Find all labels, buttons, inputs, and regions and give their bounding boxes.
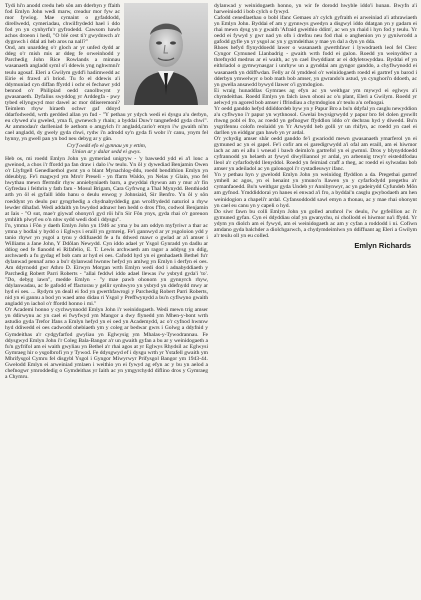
paragraph: Heb os, mi roedd Emlyn John yn gymeriad unigryw - 'y bawsedd ydd ei a'l lonc a gweinod, a chos i'r ffordd pa fan draw i dalo i'w teulu. Yn ôl y dywediad Benjamin Owen o'r Llyfrgell Genedlaethol gwnt yn o blant Mynachlog-ddu, roedd bendithion Emlyn yn ddeublyg. Fe'i magwyd ym Mro'r Preseli - yn ffarm Waldo, yn Nelas y Glain, yno fel hwythau mewn ffermdir rhyw anniebyniaeth barn, a gwyddai rhywun am y mur a'r fin Gyfredau i feithrin y fath farn - Mosul Brigam, Cara Gyfrwng a Thal Mynydd. Benthiodd arth yn ôl ei gyfaill iddo hanu o deulu enwog y Johnsiaid, Sir Benfro. Yn ôl y sôn roeddynt yn deulu pur gyngrhedig a chydnabyddedig gan wrolfrydedd naturiol a rhyw lewder dihafad. Wedi addaith yn bwydod adnawr hen hedd o dros f'fro, codwol Benjamin at Iais - "O sut, mae'r giywaf ohonyn'i gyd rôi hi'n Sir Fôn ynys, gyda rhai o'r goreuon ymhlith plwyf eu o'n nhw sydd wedi dod i ddysgu". [5,156,208,223]
paragraph: dylanwad y weinidogaeth honno, yn wir fe dorodd hwyble iddo'i hunan. Bwyfn a'i harweiniodd i bob cylch o fywyd. [214,3,417,16]
right-column [214,3,417,589]
portrait-image [124,3,208,105]
verse-line: Union ar y dalar sedd ei gwys. [72,149,141,156]
portrait-photo [124,3,208,105]
article-columns [5,3,417,589]
paragraph: Tydi hi'n anodd credu heb sôn am dderbyn y ffaith fod Emlyn John wedi marw, creadur mor fyw ac mor fywiog. Mae cymaint o gyfaddodd, direllwedd, cymeriadau, chwilfrydedd hael i ddo fod yn yn cynhyrfu'r gyfrodedd. Cawsom hawb achos droeon i hedl, "O blé cest ti'r gwydnwch a'r dygnwch i ddal ati heb aros na nall?" [5,3,120,46]
paragraph: Cafodd cenedlaethau o bobl ifanc Gemaes a'r cylch gyfraith ei arweiniad a'i athrawiaeth yn Emlyn John. Byddai ef am y gynnwys gwedyn a disgwyl iddo ddatgan yn y gadarn ei rhai mewn dysg yn y gwaith 'Afraid gweithio ddim', ac wn yn rhaid i hyn fod y teulu. Yr oedd ei fywyd y gwr nad yn ofn i drefnu neu fod rhai o anghenion yn y gyniwrodd a gafodd gyfle yn yr ysgol ac yn y gymdeithas y mae yn dal a dyn yn dda. [214,15,417,46]
verse-quote [5,143,208,155]
paragraph: Yn y pethau hyn y gwelodd Emlyn John yn weinidog ffyddlon a da. Pregethai gartref ymhell ac agos, yn ei henaint yn ymuno'n llawen yn y cyfarfodydd pregethu a'r cymanfaoedd. Bu'n weithgar gyda Undeb yr Annibynwyr, ac yn gadeirydd Cyfundeb Môn am gyfnod. Ymddiddorai yn hanes ei enwad a'i fro, a byddai'n casglu gwybodaeth am hen weinidogion a chapeli'r ardal. Cyfansoddodd sawl emyn a thonau, ac y mae rhai ohonynt yn cael eu canu yn y capeli o hyd. [214,172,417,209]
paragraph: Do siwr fawn bu colli Emlyn John yn golled aruthrol i'w deulu, i'w gyfeillion ac i'r gymuned gyfan. Cyn ei ddyddiau olaf yn gwanychu, ni chollodd ei hiwmor na'i ffydd. Yr ydym yn diolch am ei fywyd, am ei weinidogaeth ac am y cyfan a roddodd i ni. Cofiwn amdano gyda balchder a diolchgarwch, a chydymdeimlwn yn ddiffuant ag Eleri a Gwilym a'r teulu oll yn eu colled. [214,208,417,239]
paragraph: O'r ychydig amser sbâr oedd ganddo fe'i gwariodd mewn gwasanaeth ymarferol yn ei gymuned ac yn ei gapel. Fe'i cofir am ei garedigrwydd a'i ofal am eraill, am ei hiwmor iach ac am ei allu i wneud i bawb deimlo'n gartrefol yn ei gwmni. Dros y blynyddoedd cyfrannodd yn helaeth at fywyd diwylliannol yr ardal, yn arbennig trwy'r eisteddfodau lleol a'r cyfarfodydd llenyddol. Roedd yn feirniad craff a theg, ac roedd ei sylwadau bob amser yn adeiladol ac yn galonogol i'r cystadleuwyr ifanc. [214,136,417,173]
author-signature: Emlyn Richards [354,240,411,250]
left-column [5,3,208,589]
paragraph: O'r Academi honno y cychwynnodd Emlyn John i'r weinidogaeth. Wedi mewn trig amser yn ddirwynu ac yn cael ei fwyfwyd ym Mangor a dwy flynedd ym Mhen-y-bont wrth astudio gyda Trefor Ifans a Emlyn hefyd yn ei oed yn Academydd, ac o'r cyfnod hwnnw hyd ddiwedd ei oes cadwodd ohebiaeth ym y coleg ar bedwar gwrs i Golwg a ddyfnid y Gymdeithas a'r cydgyfarfod gwyliau yn Eglwysig ym Mhalas-y-Tywodrannau. Fe ddysgwyd Emlyn John i'r Coleg Bala-Bangor a'r un gwaith gyfan a bu ar y weinidogaeth a fu'n gyfrifol am ei waith gwyliau yn Bethel a'r rhai agos at yr Eglwys Rhydsil ac Eglwysi Gymraeg hir o ysgolbrofi yn y Tywod. Fe ddysgwyd ef i dysgu wrth yr Ystafell gwaith ym Mhrifysgol Cymru fel disgybl Ysgol i Gyngor Miwyrwyr Prifysgol Bangor ym 1943-44. Gwelodd Emlyn ei arweiniad ymlaen i weithio yn ei fywyd ag efyn ac y bu yn aelod a chefnogwr ymroddedig o Gymdeithas yr Iaith ac yn ymgyrchydd diflino dros y Gymraeg a Chymru. [5,307,208,380]
paragraph: Yr oedd ganddo hefyd ddiddordeb byw yn y Papur Bro a bu'n ddyfal yn casglu newyddion a'u cyflwyno i'r papur yn wythnosol. Gwelai bwysigrwydd y papur bro fel dolen gyswllt rhwng pobl ei fro, ac roedd yn gefnogwr ffyddlon iddo o'r dechrau hyd y diwedd. Bu'n ysgrifennu colofn reolaidd yn Yr Arwydd heb golli yr un rhifyn, ac roedd yn cael ei darllen yn eiddgar gan bawb yn yr ardal. [214,105,417,136]
paragraph: Rhoes hefyd flynyddoedd lawer o wasanaeth gwerthfawr i lywodraeth leol fel Clerc Cyngor Cymuned Llanbadrig - gwaith wrth fodd ei galon. Roedd yn weinyddwr a threfnydd medrus ar ei waith, ac yn cael llwyddiant ar ei ddyletswyddau. Byddai ef yn eithriadol o gymwynasgar i unrhyw un a gynddai am gyngor ganddo, a chyflwynodd ei wasanaeth yn ddiffwdan. Felly ar ôl ymddeol o'r weinidogaeth roedd ei gartref yn barod i dderbyn ymwelwyr o bob math bob amser, yn gwrando'n astud, yn cynghori'n ddoeth, ac yn gwella ansawdd bywyd llawer o'i gymdogion. [214,45,417,88]
paragraph: I'n, ymma i Fôn y daeth Emlyn John yn 1946 ac yma y bu am oddyn myfyriwr a thar ac ymna y bodlai y bydd o i Eglwys i eraill yn gymreig. Fe'i gannwyd ar yr ysgoloion ydd y tanio rhywr yn ysgol a tynu y ddifuaedd fe a fu ddwed mawr o gwlad ar a'i amser i Williams a Jane John, Y Ddôlan Newydd. Cyn iddo adael yr Ysgol Gynradd yn dadlu ar ddiog oed fe fianodd ei Rifafelio, E. T. Lewis archwaeth am ragor a addysg yn ddig, archwaeth a fu gydag ef bob cam ar hyd ei oes. Cafodd hyd yn ei genhadaeth Bethel fu'r dylanwad pennaf arno a bu'r dylanwad hwnnw hefyd yn amlwg yn Emlyn i derfyn ei oes. Am ddyrnodd gwr Athro D. Eirwyn Morgan wrth Emlyn wedi dod i adnabyddiaeth y Parchedig Robert Parri Roberts - "allai feddwl iddo adael llewas i'w ysbryd gyda'i 'to'. "Do, debyg iawn", medde Emlyn - "y mae pawb ohonom yn gynnyrch rhyw, ddylanwadau, ac fe gafodd ef ffactorau y gellir synhwyro yn ysbryd yn ddefnydd mwy ar hyd ei oes. ... Rydym yn deall ei fod yn gwerthfawrogi y Parchedig Robert Parri Roberts, nid yn ei gannu a bod yn waed amo didau ri Ysgol y Preffwynydd a bu'n cyflwyno gwaith angladd yn iachol o'r ffordd honno i mi." [5,222,208,308]
paragraph: Ei wraig hunaddlas Gymraes ag efyn ac yn weithgar ym mywyd ei eglwys a'i chymdeithas. Roedd Emlyn yn falch iawn ohoni ac o'u plant, Eleri a Gwilym. Roedd yr aelwyd yn agored bob amser i ffrindiau a chymdogion a'r teulu a'u cefnogai. [214,87,417,106]
verse-line: Cry'f oedd efo ei gynnau yn y ettim, [66,143,147,150]
paragraph: Ond, am unarddeg o'r gloch ar yr unfed dydd ar ddeg o'r mish mis ar ddeg fe orweinhodd y Parchedig John Rice Rowlands a minnau wasanaeth angladd syml o'i ddewis yng nghwmni'r teulu agosaf. Eleri a Gwilym gydd'i hadimwedd ac Eirie ei frawd a'i briod. Tu fo el ddewis a'i ddymuniad cyn diffan ffyrdd i ochr ei fechawr ydd bennod o'r Philipiad oedd canolbwynt y gwasanaeth. Dyfalius swyddog yr Arddegfa - pwy tybed ellyngwyd mor dawel ac mor ddiseremoni? Teimlem rhyw hiraeth ochwr gaf ddoyd ddarfodwedd, wrth gerdded allan yn fud - "Y pethau yr ydych wedi ei dysgu a'u derbyn, eu clywed a'u gweled, yma fi, gwnewch y rhain; a byddai Duw'r tangnefedd gyda chwi". Ar ammodau'r darlleniad fe aethom o amgylch i'r angladd,cario'r emyn i'w gwaith ni'm cael angladd, dy gwely gyda chwi, rydw i'n adrodd sy'n gyda fi wobr i'r canu, ynym fel hynny, yn gwell pan yn bod neu debyg ar y gân. [5,45,208,143]
